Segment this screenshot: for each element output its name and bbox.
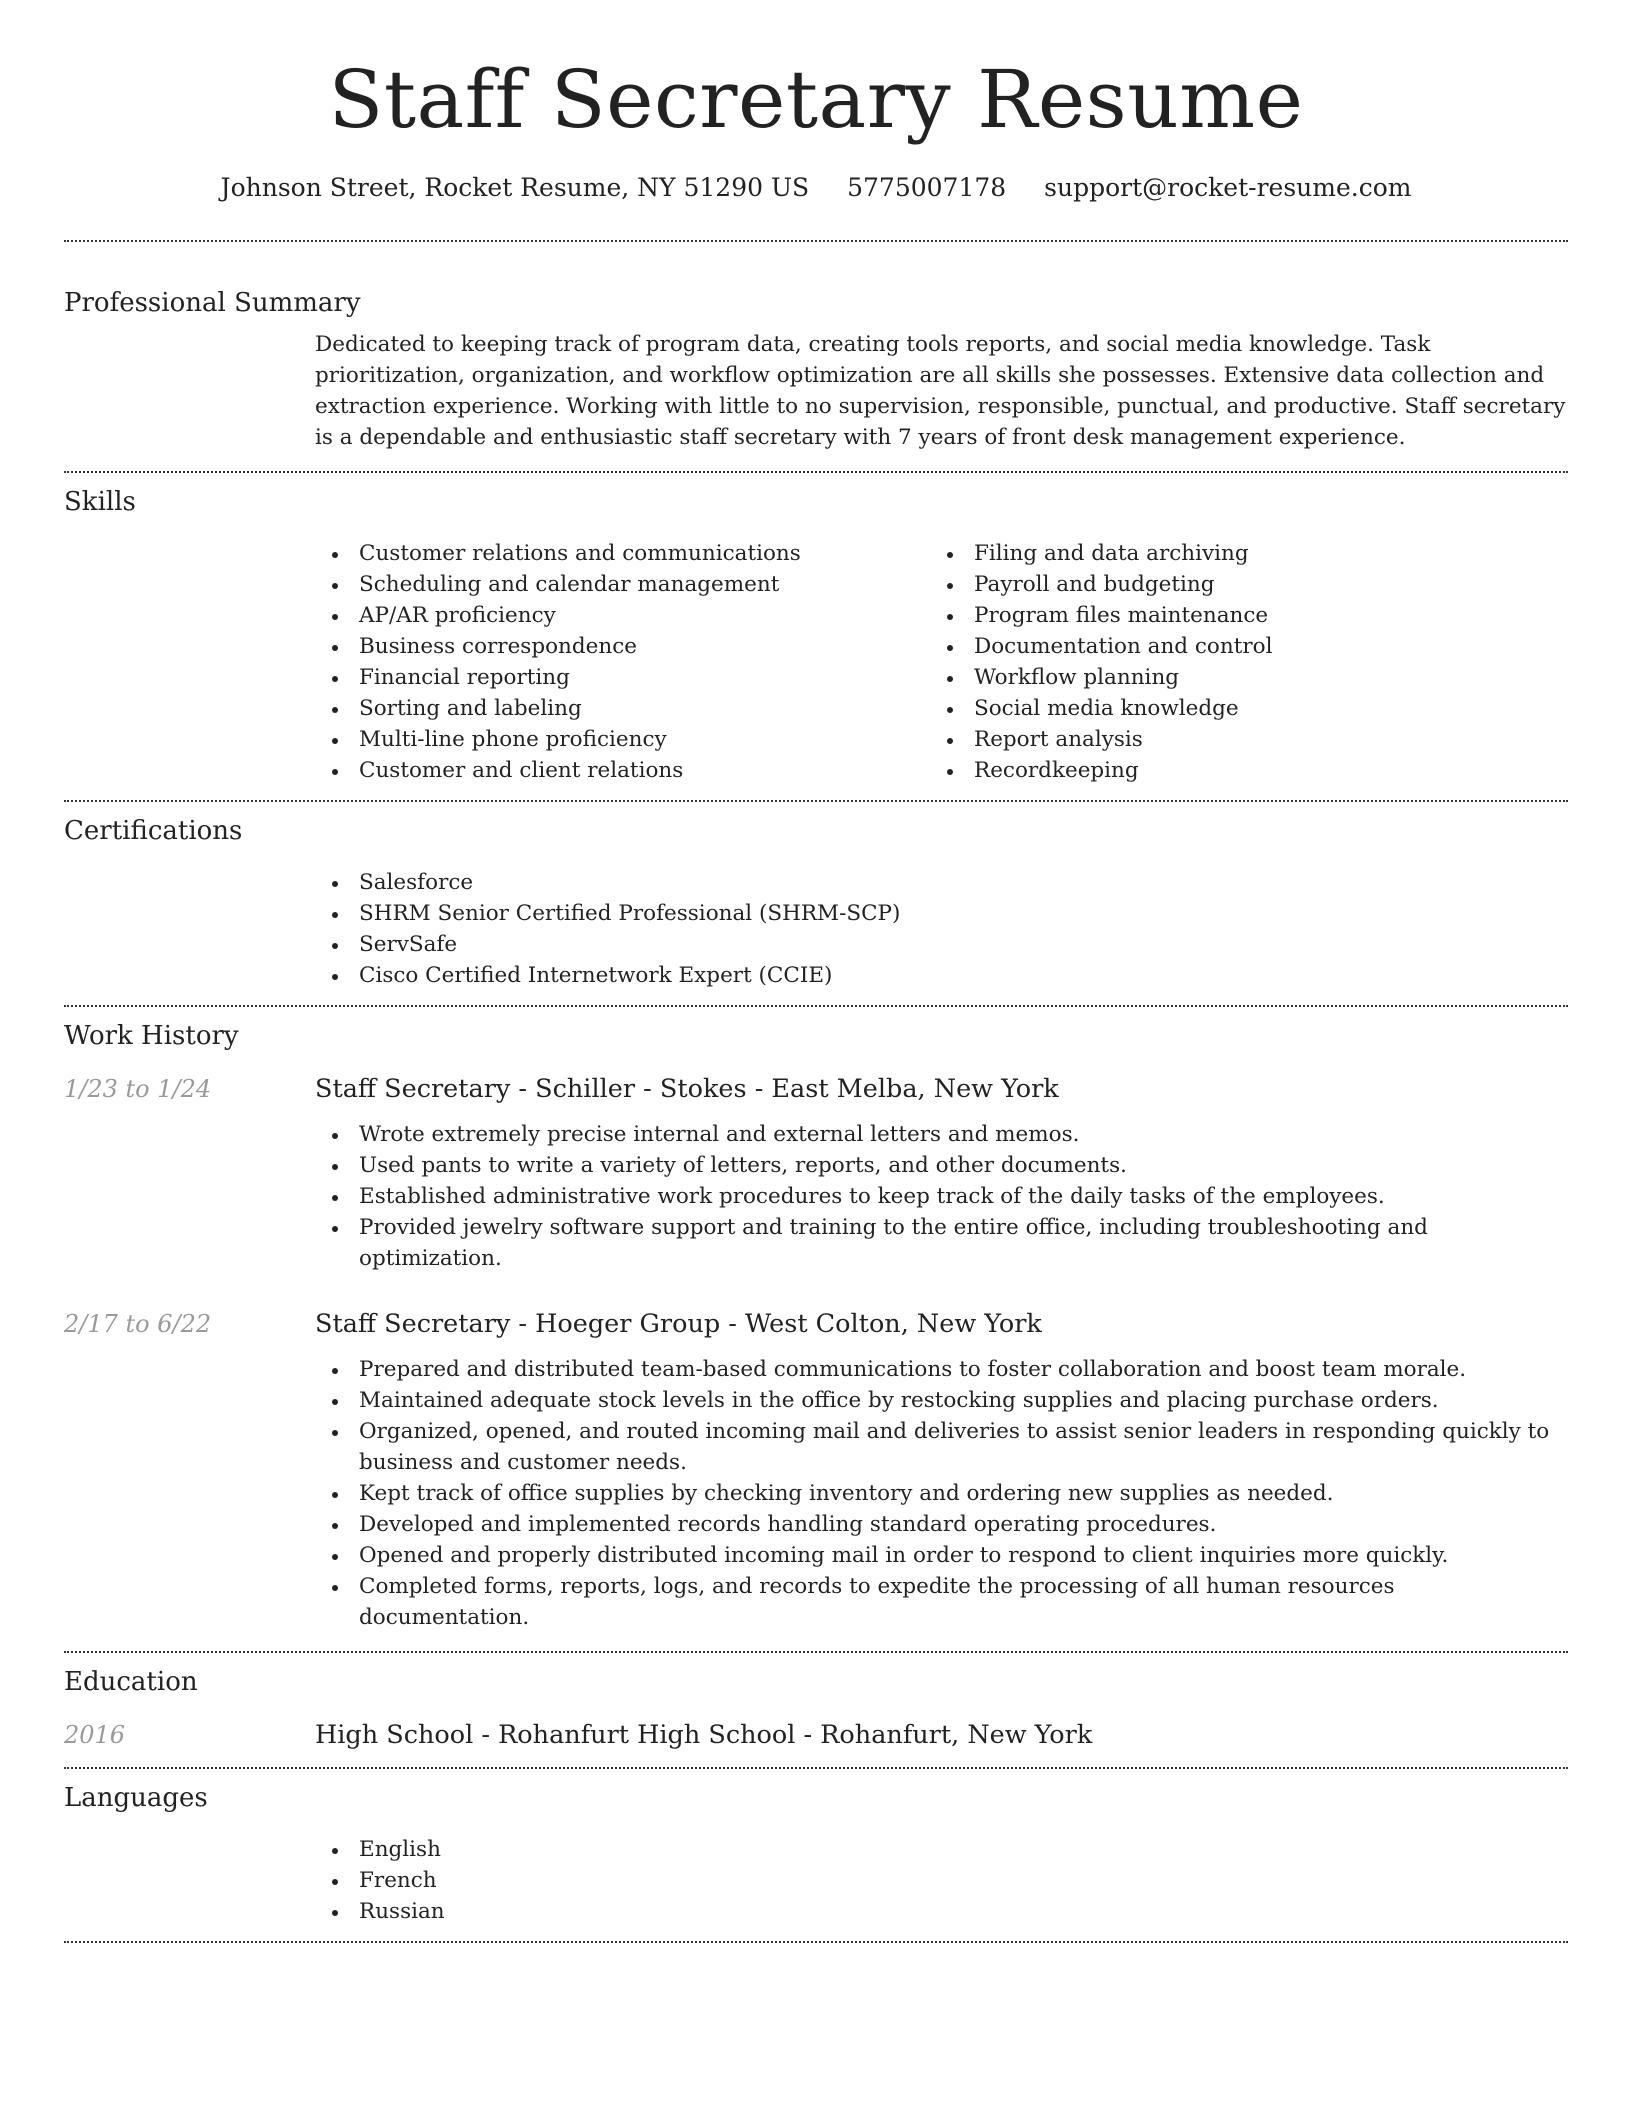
job-bullet: Kept track of office supplies by checking inventory and ordering new supplies as needed. (315, 1478, 1568, 1509)
job-title: Staff Secretary - Schiller - Stokes - East Melba, New York (315, 1074, 1059, 1104)
job-bullet: Wrote extremely precise internal and external letters and memos. (315, 1119, 1568, 1150)
section-heading: Certifications (64, 816, 243, 846)
contact-address: Johnson Street, Rocket Resume, NY 51290 US (220, 173, 810, 202)
work-history-section (64, 1007, 1568, 1653)
job-title: Staff Secretary - Hoeger Group - West Colton, New York (315, 1309, 1042, 1339)
job-bullet: Maintained adequate stock levels in the office by restocking supplies and placing purchase orders. (315, 1385, 1568, 1416)
resume-page (64, 0, 1568, 1943)
summary-section (64, 242, 1568, 473)
job-bullet: Established administrative work procedures to keep track of the daily tasks of the employees. (315, 1181, 1568, 1212)
certifications-section (64, 802, 1568, 1007)
skill-item: AP/AR proficiency (315, 600, 930, 631)
job-dates: 2/17 to 6/22 (64, 1310, 212, 1338)
contact-phone: 5775007178 (847, 173, 1007, 202)
language-item: Russian (315, 1896, 1568, 1927)
language-item: English (315, 1834, 1568, 1865)
skill-item: Customer and client relations (315, 755, 930, 786)
contact-line (64, 172, 1568, 204)
skill-item: Program files maintenance (930, 600, 1545, 631)
job-details (315, 1073, 1568, 1274)
certifications-list (315, 867, 1568, 991)
job-dates: 1/23 to 1/24 (64, 1075, 212, 1103)
resume-title: Staff Secretary Resume (328, 53, 1304, 146)
skill-item: Customer relations and communications (315, 538, 930, 569)
education-entry (64, 1719, 1568, 1751)
job-bullet: Used pants to write a variety of letters, reports, and other documents. (315, 1150, 1568, 1181)
job-bullet: Completed forms, reports, logs, and records to expedite the processing of all human resources documentation. (315, 1571, 1568, 1633)
section-heading: Languages (64, 1783, 208, 1813)
job-bullet: Opened and properly distributed incoming mail in order to respond to client inquiries more quickly. (315, 1540, 1568, 1571)
languages-list (315, 1834, 1568, 1927)
contact-email: support@rocket-resume.com (1044, 173, 1412, 202)
summary-text: Dedicated to keeping track of program data, creating tools reports, and social media knowledge. Task prioritization, organization, and workflow optimization are all skills she possesses. Extensive data collection and extraction experience. Working with little to no supervision, responsible, punctual, and productive. Staff secretary is a dependable and enthusiastic staff secretary with 7 years of front desk management experience. (315, 332, 1566, 450)
languages-section (64, 1769, 1568, 1943)
certification-item: SHRM Senior Certified Professional (SHRM-SCP) (315, 898, 1568, 929)
certification-item: Salesforce (315, 867, 1568, 898)
skill-item: Scheduling and calendar management (315, 569, 930, 600)
skills-list-left (315, 538, 930, 786)
skill-item: Business correspondence (315, 631, 930, 662)
certification-item: Cisco Certified Internetwork Expert (CCIE) (315, 960, 1568, 991)
skill-item: Sorting and labeling (315, 693, 930, 724)
education-section (64, 1653, 1568, 1769)
skill-item: Recordkeeping (930, 755, 1545, 786)
skills-list-right (930, 538, 1545, 786)
job-bullet: Provided jewelry software support and training to the entire office, including troubleshooting and optimization. (315, 1212, 1568, 1274)
skill-item: Report analysis (930, 724, 1545, 755)
skill-item: Filing and data archiving (930, 538, 1545, 569)
job-bullets (315, 1354, 1568, 1633)
skill-item: Payroll and budgeting (930, 569, 1545, 600)
skill-item: Documentation and control (930, 631, 1545, 662)
certification-item: ServSafe (315, 929, 1568, 960)
education-year: 2016 (64, 1721, 126, 1749)
skill-item: Multi-line phone proficiency (315, 724, 930, 755)
skills-columns (315, 538, 1568, 786)
section-heading: Skills (64, 487, 136, 517)
education-title: High School - Rohanfurt High School - Rohanfurt, New York (315, 1720, 1093, 1750)
section-heading: Professional Summary (64, 288, 361, 318)
section-heading: Work History (64, 1021, 239, 1051)
job-entry (64, 1073, 1568, 1274)
job-bullet: Developed and implemented records handling standard operating procedures. (315, 1509, 1568, 1540)
job-entry (64, 1308, 1568, 1633)
education-details (315, 1719, 1568, 1751)
language-item: French (315, 1865, 1568, 1896)
job-bullet: Prepared and distributed team-based communications to foster collaboration and boost team morale. (315, 1354, 1568, 1385)
skills-section (64, 473, 1568, 802)
job-bullet: Organized, opened, and routed incoming mail and deliveries to assist senior leaders in responding quickly to business and customer needs. (315, 1416, 1568, 1478)
section-heading: Education (64, 1667, 198, 1697)
skill-item: Workflow planning (930, 662, 1545, 693)
job-bullets (315, 1119, 1568, 1274)
skill-item: Financial reporting (315, 662, 930, 693)
skill-item: Social media knowledge (930, 693, 1545, 724)
job-details (315, 1308, 1568, 1633)
